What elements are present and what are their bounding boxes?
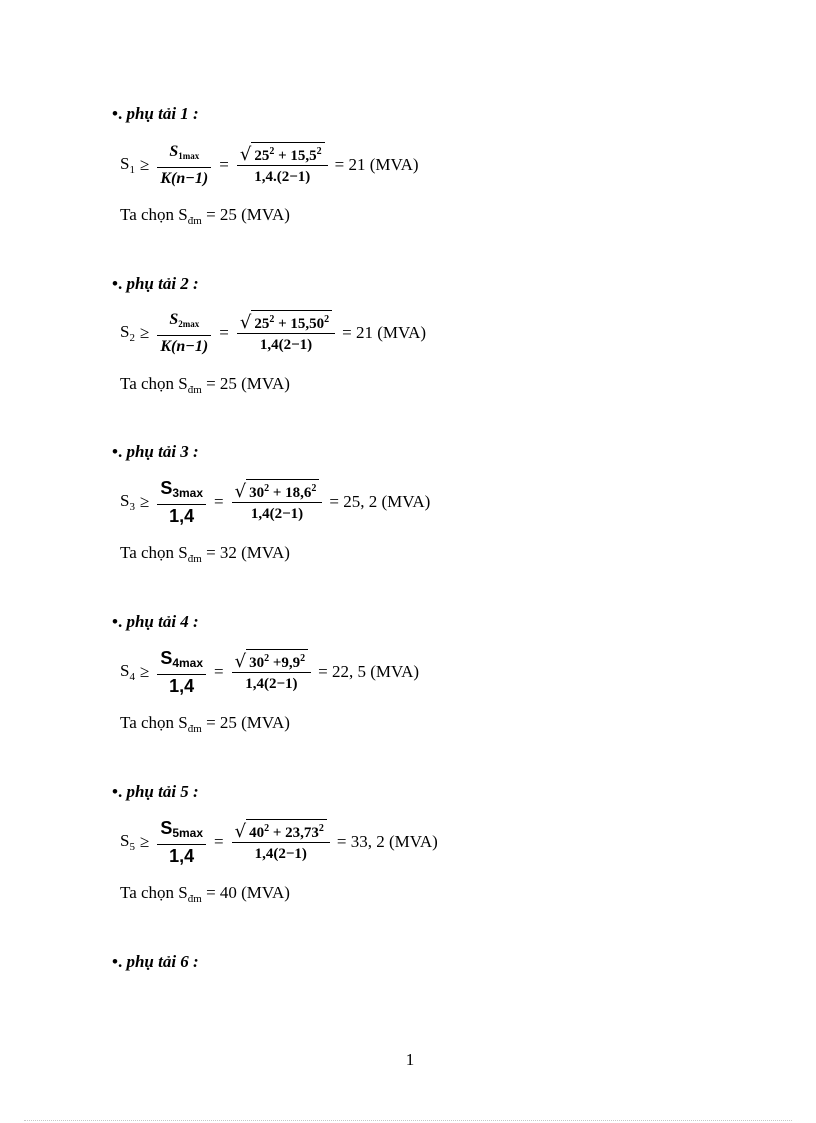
formula-4: [120, 643, 419, 701]
fraction-denominator: 1,4(2−1): [259, 337, 313, 353]
formula-2: [120, 304, 426, 362]
fraction-denominator: 1,4: [169, 506, 195, 526]
choice-line-1: Ta chọn $S_{đm} = 25$ (MVA): [120, 205, 290, 227]
fraction-smax: [157, 141, 211, 190]
equals-sign: =: [214, 662, 224, 681]
equals-sign: =: [219, 323, 229, 342]
sqrt-sign: √: [234, 481, 247, 502]
fraction-denominator: 1,4(2−1): [254, 846, 307, 862]
fraction-sqrt: [232, 479, 323, 525]
section-heading-1: [112, 104, 199, 124]
heading-text: phụ tải 5 :: [126, 782, 199, 801]
fraction-denominator: K(n−1): [160, 337, 209, 355]
sqrt-body: $40^2 + 23,73^2$: [246, 819, 327, 842]
page-number: 1: [405, 1050, 415, 1069]
bullet: •.: [112, 782, 123, 801]
heading-text: phụ tải 2 :: [126, 274, 199, 293]
equals-sign: =: [219, 155, 229, 174]
bullet: •.: [112, 952, 123, 971]
sqrt-sign: √: [234, 821, 247, 842]
formula-result: = 33, 2 (MVA): [336, 832, 438, 851]
choice-line-5: Ta chọn $S_{đm} = 40$ (MVA): [120, 883, 290, 905]
sqrt-body: $25^2 + 15,5^2$: [251, 142, 324, 165]
section-heading-4: [112, 612, 199, 632]
fraction-denominator: 1,4.(2−1): [254, 169, 311, 185]
heading-text: phụ tải 4 :: [126, 612, 199, 631]
choice-line-3: Ta chọn $S_{đm} = 32$ (MVA): [120, 543, 290, 565]
formula-result: = 25, 2 (MVA): [329, 492, 431, 511]
sqrt-expression: [232, 649, 312, 672]
geq-sign: ≥: [139, 662, 150, 681]
sqrt-expression: [237, 142, 328, 165]
sqrt-expression: [237, 310, 335, 333]
fraction-denominator: 1,4(2−1): [245, 676, 298, 692]
s-symbol: $S_5$: [120, 831, 135, 853]
s-symbol: $S_1$: [120, 154, 135, 176]
fraction-numerator: $S_{5max}$: [160, 818, 204, 840]
s-symbol: $S_3$: [120, 491, 135, 513]
choice-line-4: Ta chọn $S_{đm} = 25$ (MVA): [120, 713, 290, 735]
fraction-smax: [157, 477, 206, 527]
fraction-denominator: K(n−1): [160, 169, 209, 187]
sqrt-body: $30^2 + 18,6^2$: [246, 479, 319, 502]
bullet: •.: [112, 612, 123, 631]
formula-3: [120, 473, 430, 531]
fraction-smax: [157, 309, 211, 358]
fraction-denominator: 1,4(2−1): [250, 506, 304, 522]
sqrt-expression: [232, 819, 330, 842]
s-symbol: $S_2$: [120, 322, 135, 344]
fraction-smax: [157, 817, 206, 867]
page-bottom-divider: [24, 1120, 792, 1121]
heading-text: phụ tải 6 :: [126, 952, 199, 971]
formula-result: = 21 (MVA): [342, 323, 427, 342]
sqrt-body: $25^2 + 15,50^2$: [251, 310, 332, 333]
section-heading-6: [112, 952, 199, 972]
fraction-sqrt: [237, 142, 328, 188]
fraction-sqrt: [232, 819, 330, 865]
geq-sign: ≥: [139, 323, 150, 342]
section-heading-5: [112, 782, 199, 802]
fraction-numerator: $S_{2max}$: [169, 310, 200, 329]
bullet: •.: [112, 104, 123, 123]
heading-text: phụ tải 3 :: [126, 442, 199, 461]
bullet: •.: [112, 274, 123, 293]
equals-sign: =: [214, 832, 224, 851]
sqrt-body: $30^2 +9,9^2$: [246, 649, 308, 672]
formula-1: [120, 136, 419, 194]
fraction-sqrt: [237, 310, 335, 356]
s-symbol: $S_4$: [120, 661, 135, 683]
section-heading-2: [112, 274, 199, 294]
sqrt-expression: [232, 479, 323, 502]
bullet: •.: [112, 442, 123, 461]
heading-text: phụ tải 1 :: [126, 104, 199, 123]
fraction-numerator: $S_{3max}$: [160, 478, 204, 500]
sqrt-sign: √: [234, 651, 247, 672]
formula-result: = 22, 5 (MVA): [318, 662, 420, 681]
formula-result: = 21 (MVA): [334, 155, 419, 174]
fraction-denominator: 1,4: [169, 676, 195, 696]
fraction-denominator: 1,4: [169, 846, 195, 866]
fraction-smax: [157, 647, 206, 697]
fraction-sqrt: [232, 649, 312, 695]
geq-sign: ≥: [139, 832, 150, 851]
sqrt-sign: √: [239, 312, 252, 333]
sqrt-sign: √: [239, 144, 252, 165]
fraction-numerator: $S_{4max}$: [160, 648, 204, 670]
section-heading-3: [112, 442, 199, 462]
choice-line-2: Ta chọn $S_{đm} = 25$ (MVA): [120, 374, 290, 396]
geq-sign: ≥: [139, 492, 150, 511]
formula-5: [120, 813, 438, 871]
geq-sign: ≥: [139, 155, 150, 174]
fraction-numerator: $S_{1max}$: [169, 142, 200, 161]
equals-sign: =: [214, 492, 224, 511]
